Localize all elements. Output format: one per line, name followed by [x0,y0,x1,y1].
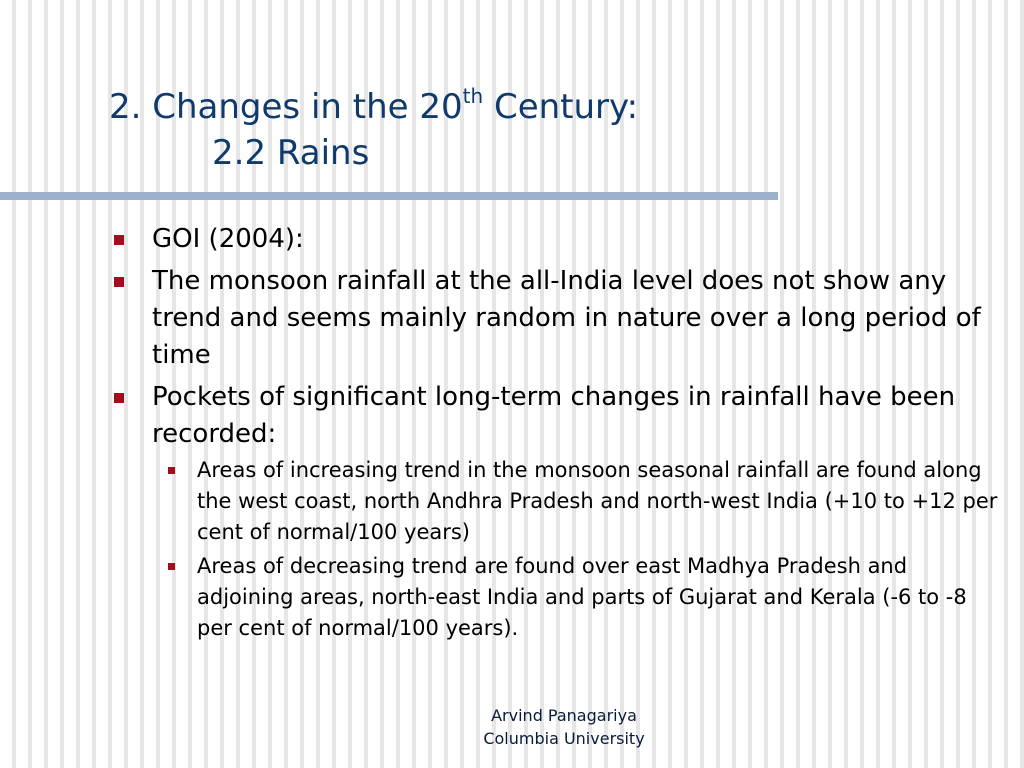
bullet-text: The monsoon rainfall at the all-India level does not show any trend and seems mainly random in nature over a long period of time [152,266,981,370]
title-prefix: 2. Changes in the 20 [109,87,463,127]
bullet-list [111,221,1011,644]
sub-bullet-item [152,551,1002,644]
bullet-item [111,263,1002,374]
bullet-item [111,379,1002,644]
slide-subtitle: 2.2 Rains [212,133,370,173]
bullet-text: GOI (2004): [152,224,304,254]
sub-bullet-list [152,455,1002,644]
bullet-item [111,221,1002,258]
title-superscript: th [462,84,484,108]
sub-bullet-text: Areas of decreasing trend are found over east Madhya Pradesh and adjoining areas, north-east India and parts of Gujarat and Kerala (-6 to -8 per cent of normal/100 years). [197,554,967,640]
sub-bullet-item [152,455,1002,548]
title-divider [0,192,778,200]
slide-title [109,84,638,176]
bullet-text: Pockets of significant long-term changes in rainfall have been recorded: [152,382,956,449]
footer-affiliation: Columbia University [483,729,645,748]
slide-body [111,221,1011,649]
title-suffix: Century: [483,87,639,127]
sub-bullet-text: Areas of increasing trend in the monsoon seasonal rainfall are found along the west coast, north Andhra Pradesh and north-west India (+10 to +12 per cent of normal/100 years) [197,458,998,544]
footer-author: Arvind Panagariya [491,706,637,725]
slide-footer [420,704,708,750]
